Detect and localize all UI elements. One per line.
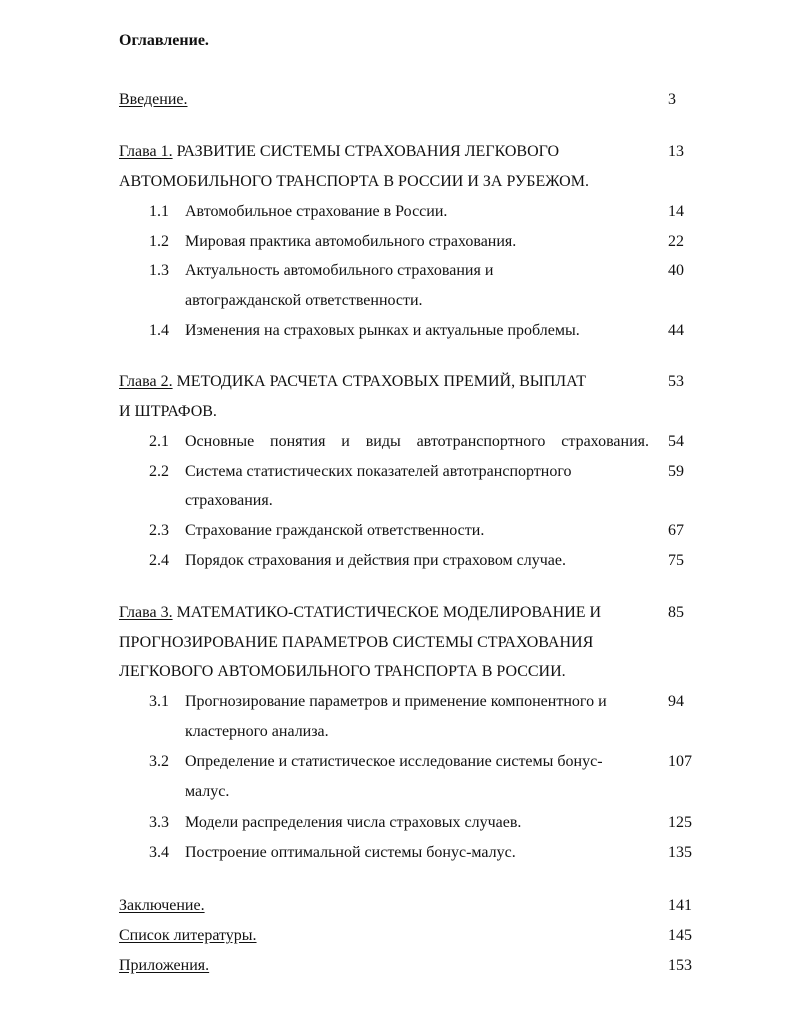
section-title: Модели распределения числа страховых случаев. [185, 814, 522, 831]
chapter2-page: 53 [668, 373, 684, 390]
section-1-1-page: 14 [668, 203, 684, 220]
section-1-2 [149, 232, 516, 252]
section-title: Порядок страхования и действия при страховом случае. [185, 552, 566, 569]
section-title: Актуальность автомобильного страхования и [185, 262, 494, 279]
references-label[interactable]: Список литературы. [119, 927, 257, 944]
references-page: 145 [668, 927, 692, 944]
section-1-4-page: 44 [668, 322, 684, 339]
section-number: 1.3 [149, 262, 169, 279]
conclusion-label[interactable]: Заключение. [119, 897, 205, 914]
chapter1-title-line2: АВТОМОБИЛЬНОГО ТРАНСПОРТА В РОССИИ И ЗА РУБЕЖОМ. [119, 173, 589, 190]
toc-entry-intro[interactable] [119, 90, 188, 110]
section-number: 2.2 [149, 463, 169, 480]
chapter2-heading [119, 372, 586, 392]
section-2-1 [149, 432, 649, 452]
toc-entry-conclusion[interactable] [119, 896, 205, 916]
section-2-3 [149, 521, 484, 541]
section-title: Автомобильное страхование в России. [185, 203, 448, 220]
chapter1-title-line1: РАЗВИТИЕ СИСТЕМЫ СТРАХОВАНИЯ ЛЕГКОВОГО [176, 143, 560, 160]
chapter3-title-line3: ЛЕГКОВОГО АВТОМОБИЛЬНОГО ТРАНСПОРТА В РОССИИ. [119, 663, 566, 680]
section-1-3-line2: автогражданской ответственности. [185, 292, 423, 309]
section-1-1 [149, 202, 447, 222]
section-2-2 [149, 462, 572, 482]
section-1-2-page: 22 [668, 233, 684, 250]
chapter2-prefix[interactable]: Глава 2. [119, 373, 173, 390]
chapter2-title-line2: И ШТРАФОВ. [119, 403, 217, 420]
section-1-3-page: 40 [668, 262, 684, 279]
section-2-4-page: 75 [668, 552, 684, 569]
section-3-1-page: 94 [668, 693, 684, 710]
section-3-4 [149, 843, 516, 863]
section-3-3-page: 125 [668, 814, 692, 831]
section-number: 2.1 [149, 433, 169, 450]
section-number: 2.3 [149, 522, 169, 539]
section-number: 3.3 [149, 814, 169, 831]
toc-title: Оглавление. [119, 32, 209, 49]
section-2-4 [149, 551, 566, 571]
section-title: Страхование гражданской ответственности. [185, 522, 485, 539]
toc-entry-references[interactable] [119, 926, 257, 946]
intro-label[interactable]: Введение. [119, 91, 188, 108]
section-2-1-page: 54 [668, 433, 684, 450]
intro-page: 3 [668, 91, 676, 108]
toc-entry-appendix[interactable] [119, 956, 209, 976]
appendix-label[interactable]: Приложения. [119, 957, 210, 974]
section-number: 2.4 [149, 552, 169, 569]
section-title: Основные понятия и виды автотранспортного страхования. [185, 433, 649, 450]
chapter3-title-line1: МАТЕМАТИКО-СТАТИСТИЧЕСКОЕ МОДЕЛИРОВАНИЕ И [176, 604, 602, 621]
section-title: Система статистических показателей автотранспортного [185, 463, 572, 480]
chapter3-page: 85 [668, 604, 684, 621]
section-title: Прогнозирование параметров и применение компонентного и [185, 693, 607, 710]
section-title: Мировая практика автомобильного страхования. [185, 233, 517, 250]
section-3-3 [149, 813, 521, 833]
section-3-2-line2: малус. [185, 783, 230, 800]
section-title: Построение оптимальной системы бонус-малус. [185, 844, 516, 861]
chapter1-page: 13 [668, 143, 684, 160]
section-2-2-page: 59 [668, 463, 684, 480]
section-number: 1.4 [149, 322, 169, 339]
chapter2-title-line1: МЕТОДИКА РАСЧЕТА СТРАХОВЫХ ПРЕМИЙ, ВЫПЛАТ [176, 373, 587, 390]
appendix-page: 153 [668, 957, 692, 974]
section-1-4 [149, 321, 580, 341]
section-3-1-line2: кластерного анализа. [185, 723, 329, 740]
chapter3-title-line2: ПРОГНОЗИРОВАНИЕ ПАРАМЕТРОВ СИСТЕМЫ СТРАХОВАНИЯ [119, 634, 594, 651]
section-number: 3.2 [149, 753, 169, 770]
section-number: 3.4 [149, 844, 169, 861]
conclusion-page: 141 [668, 897, 692, 914]
chapter3-heading [119, 603, 601, 623]
section-title: Определение и статистическое исследование системы бонус- [185, 753, 603, 770]
section-title: Изменения на страховых рынках и актуальные проблемы. [185, 322, 580, 339]
section-2-3-page: 67 [668, 522, 684, 539]
chapter3-prefix[interactable]: Глава 3. [119, 604, 173, 621]
chapter1-prefix[interactable]: Глава 1. [119, 143, 173, 160]
section-3-2 [149, 752, 603, 772]
section-number: 1.1 [149, 203, 169, 220]
section-1-3 [149, 261, 493, 281]
section-3-4-page: 135 [668, 844, 692, 861]
chapter1-heading [119, 142, 559, 162]
section-number: 1.2 [149, 233, 169, 250]
section-3-1 [149, 692, 607, 712]
section-2-2-line2: страхования. [185, 492, 273, 509]
section-number: 3.1 [149, 693, 169, 710]
section-3-2-page: 107 [668, 753, 692, 770]
